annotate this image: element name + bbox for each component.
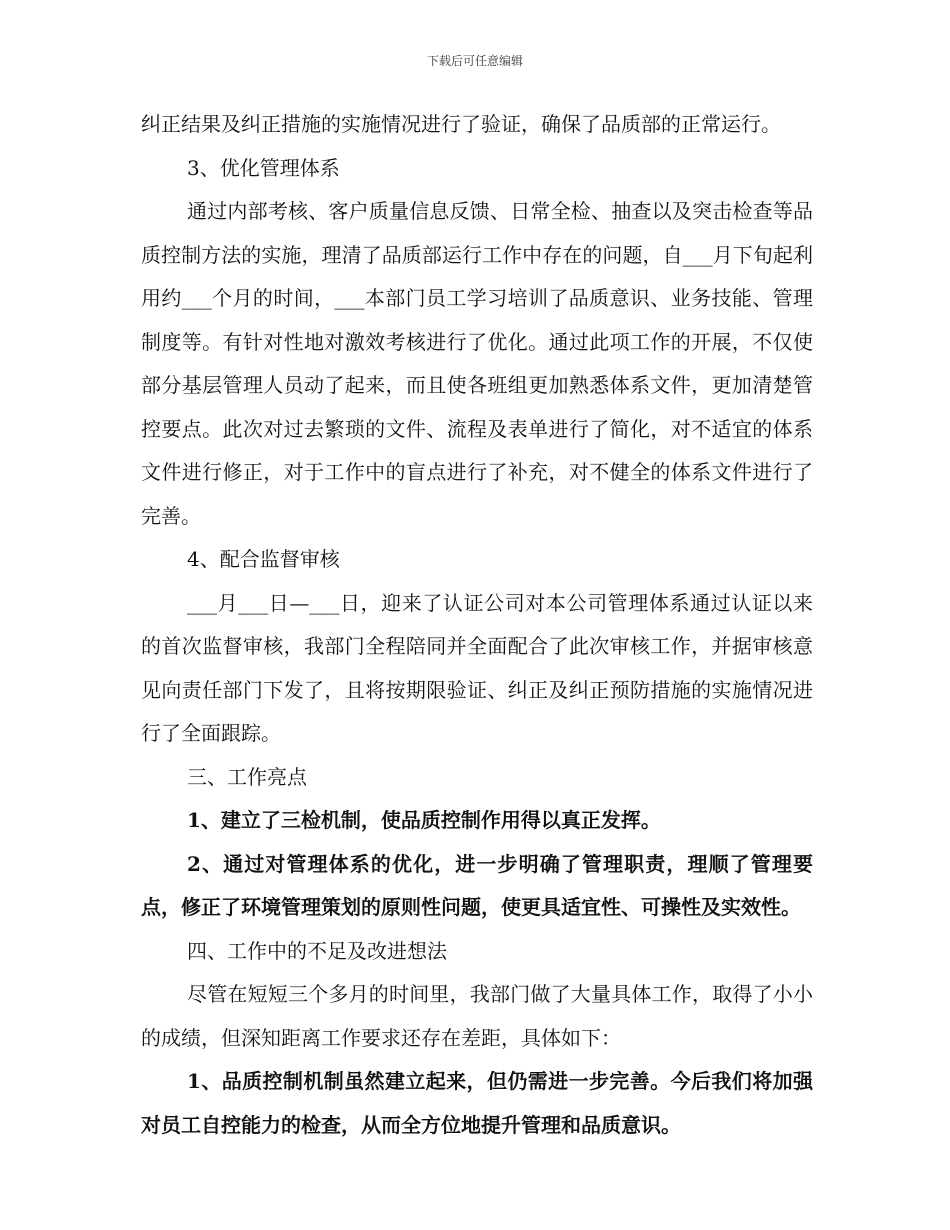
paragraph-continuation: 纠正结果及纠正措施的实施情况进行了验证，确保了品质部的正常运行。 bbox=[141, 112, 781, 136]
heading-supervision-audit: 4、配合监督审核 bbox=[187, 547, 340, 571]
paragraph-optimize-management-system: 通过内部考核、客户质量信息反馈、日常全检、抽查以及突击检查等品质控制方法的实施，理清了品质部运行工作中存在的问题，自___月下旬起利用约___个月的时间，___本部门员工学习培训了品质意识、业务技能、管理制度等。有针对性地对激效考核进行了优化。通过此项工作的开展，不仅使部分基层管理人员动了起来，而且使各班组更加熟悉体系文件，更加清楚管控要点。此次对过去繁琐的文件、流程及表单进行了简化，对不适宜的体系文件进行修正，对于工作中的盲点进行了补充，对不健全的体系文件进行了完善。 bbox=[141, 199, 813, 528]
heading-work-highlights: 三、工作亮点 bbox=[187, 764, 307, 789]
shortcoming-item-1: 1、品质控制机制虽然建立起来，但仍需进一步完善。今后我们将加强对员工自控能力的检查，从而全方位地提升管理和品质意识。 bbox=[141, 1069, 813, 1137]
page-header: 下载后可任意编辑 bbox=[426, 54, 523, 68]
paragraph-shortcomings-intro: 尽管在短短三个多月的时间里，我部门做了大量具体工作，取得了小小的成绩，但深知距离工作要求还存在差距，具体如下： bbox=[141, 982, 813, 1050]
document-body bbox=[141, 103, 813, 1147]
highlight-item-2: 2、通过对管理体系的优化，进一步明确了管理职责，理顺了管理要点，修正了环境管理策划的原则性问题，使更具适宜性、可操性及实效性。 bbox=[141, 851, 813, 919]
heading-shortcomings: 四、工作中的不足及改进想法 bbox=[187, 938, 447, 963]
heading-optimize-management-system: 3、优化管理体系 bbox=[187, 155, 340, 180]
highlight-item-1: 1、建立了三检机制，使品质控制作用得以真正发挥。 bbox=[187, 808, 661, 832]
paragraph-supervision-audit: ___月___日—___日，迎来了认证公司对本公司管理体系通过认证以来的首次监督审核，我部门全程陪同并全面配合了此次审核工作，并据审核意见向责任部门下发了，且将按期限验证、纠正及纠正预防措施的实施情况进行了全面跟踪。 bbox=[141, 590, 813, 745]
